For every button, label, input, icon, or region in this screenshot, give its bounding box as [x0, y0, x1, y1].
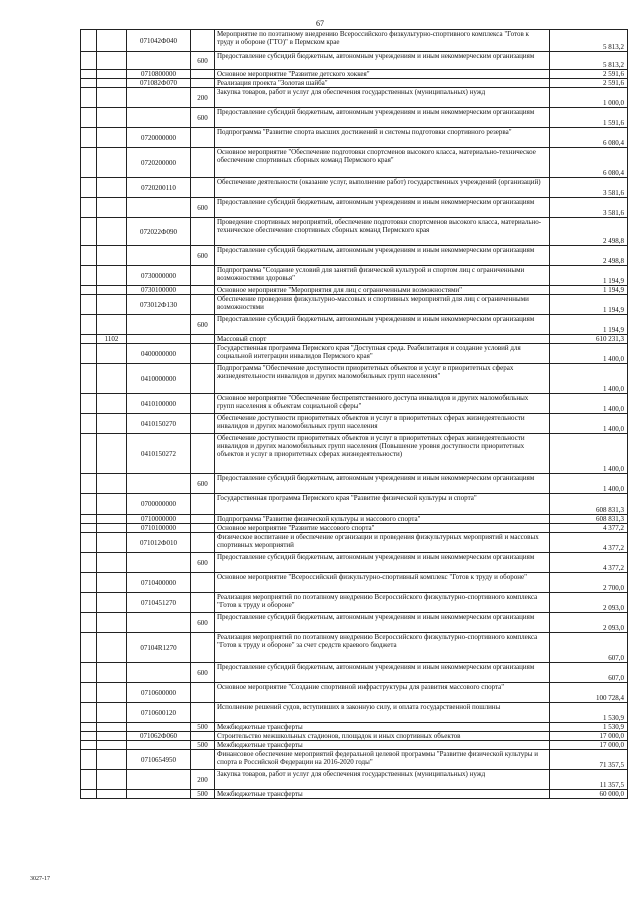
table-row: [81, 553, 628, 573]
table-row: [81, 344, 628, 364]
amount-cell: 610 231,3: [550, 335, 628, 344]
table-row: [81, 218, 628, 246]
amount-cell: 2 700,0: [550, 573, 628, 593]
amount-cell: 2 498,8: [550, 246, 628, 266]
blank-cell: [81, 790, 97, 799]
budget-table: [80, 29, 628, 799]
description-cell: Государственная программа Пермского края "Доступная среда. Реабилитация и создание условий для социальной интеграции инвалидов Пермского края": [215, 344, 550, 364]
expense-type-cell: [191, 703, 215, 723]
amount-cell: 4 377,2: [550, 524, 628, 533]
table-row: [81, 364, 628, 394]
description-cell: Предоставление субсидий бюджетным, автономным учреждениям и иным некоммерческим организациям: [215, 613, 550, 633]
table-row: [81, 79, 628, 88]
amount-cell: 60 000,0: [550, 790, 628, 799]
blank-cell: [81, 178, 97, 198]
amount-cell: 5 813,2: [550, 52, 628, 70]
section-code-cell: [97, 414, 127, 434]
blank-cell: [81, 218, 97, 246]
expense-type-cell: [191, 266, 215, 286]
blank-cell: [81, 266, 97, 286]
table-row: [81, 30, 628, 52]
expense-type-cell: [191, 178, 215, 198]
table-row: [81, 683, 628, 703]
description-cell: Закупка товаров, работ и услуг для обеспечения государственных (муниципальных) нужд: [215, 770, 550, 790]
table-row: [81, 790, 628, 799]
table-row: [81, 266, 628, 286]
target-code-cell: 0730000000: [127, 266, 191, 286]
description-cell: Обеспечение доступности приоритетных объектов и услуг в приоритетных сферах жизнедеятельности инвалидов и других маломобильных групп населения: [215, 414, 550, 434]
description-cell: Основное мероприятие "Развитие массового спорта": [215, 524, 550, 533]
amount-cell: 1 400,0: [550, 344, 628, 364]
table-row: [81, 494, 628, 515]
expense-type-cell: 500: [191, 741, 215, 750]
amount-cell: 6 080,4: [550, 148, 628, 178]
blank-cell: [81, 663, 97, 683]
table-row: [81, 246, 628, 266]
target-code-cell: 072022Ф090: [127, 218, 191, 246]
expense-type-cell: 600: [191, 246, 215, 266]
amount-cell: 6 080,4: [550, 128, 628, 148]
target-code-cell: 0410000000: [127, 364, 191, 394]
description-cell: Основное мероприятие "Обеспечение беспрепятственного доступа инвалидов и других маломобильных групп населения к объектам социальной сферы": [215, 394, 550, 414]
table-row: [81, 663, 628, 683]
amount-cell: 3 581,6: [550, 178, 628, 198]
expense-type-cell: [191, 533, 215, 553]
blank-cell: [81, 414, 97, 434]
blank-cell: [81, 741, 97, 750]
target-code-cell: 0710000000: [127, 515, 191, 524]
amount-cell: 1 591,6: [550, 108, 628, 128]
section-code-cell: [97, 732, 127, 741]
amount-cell: 2 093,0: [550, 593, 628, 613]
amount-cell: 608 831,3: [550, 494, 628, 515]
table-row: [81, 394, 628, 414]
description-cell: Основное мероприятие "Развитие детского хоккея": [215, 70, 550, 79]
target-code-cell: 0730100000: [127, 286, 191, 295]
document-code: 3027-17: [30, 876, 50, 882]
table-row: [81, 723, 628, 732]
table-row: [81, 295, 628, 315]
table-row: [81, 732, 628, 741]
section-code-cell: [97, 533, 127, 553]
expense-type-cell: [191, 434, 215, 474]
target-code-cell: 071012Ф010: [127, 533, 191, 553]
blank-cell: [81, 515, 97, 524]
target-code-cell: [127, 335, 191, 344]
section-code-cell: [97, 315, 127, 335]
section-code-cell: [97, 434, 127, 474]
section-code-cell: [97, 770, 127, 790]
blank-cell: [81, 148, 97, 178]
section-code-cell: [97, 703, 127, 723]
budget-table-body: [81, 30, 628, 799]
expense-type-cell: [191, 364, 215, 394]
expense-type-cell: 600: [191, 474, 215, 494]
section-code-cell: [97, 553, 127, 573]
blank-cell: [81, 770, 97, 790]
blank-cell: [81, 286, 97, 295]
target-code-cell: 0710451270: [127, 593, 191, 613]
amount-cell: 100 728,4: [550, 683, 628, 703]
description-cell: Предоставление субсидий бюджетным, автономным учреждениям и иным некоммерческим организациям: [215, 108, 550, 128]
amount-cell: 71 357,5: [550, 750, 628, 770]
section-code-cell: [97, 88, 127, 108]
blank-cell: [81, 434, 97, 474]
table-row: [81, 108, 628, 128]
blank-cell: [81, 553, 97, 573]
table-row: [81, 88, 628, 108]
blank-cell: [81, 108, 97, 128]
table-row: [81, 515, 628, 524]
expense-type-cell: 600: [191, 198, 215, 218]
amount-cell: 1 194,9: [550, 295, 628, 315]
table-row: [81, 474, 628, 494]
section-code-cell: [97, 344, 127, 364]
description-cell: Реализация мероприятий по поэтапному внедрению Всероссийского физкультурно-спортивного комплекса "Готов к труду и обороне": [215, 593, 550, 613]
table-row: [81, 148, 628, 178]
expense-type-cell: [191, 344, 215, 364]
section-code-cell: [97, 515, 127, 524]
amount-cell: 1 400,0: [550, 414, 628, 434]
blank-cell: [81, 524, 97, 533]
target-code-cell: [127, 88, 191, 108]
section-code-cell: [97, 70, 127, 79]
section-code-cell: [97, 148, 127, 178]
target-code-cell: 071082Ф070: [127, 79, 191, 88]
target-code-cell: 0410100000: [127, 394, 191, 414]
description-cell: Подпрограмма "Создание условий для занятий физической культурой и спортом лиц с ограниченными возможностями здоровья": [215, 266, 550, 286]
section-code-cell: [97, 573, 127, 593]
expense-type-cell: 600: [191, 663, 215, 683]
description-cell: Межбюджетные трансферты: [215, 790, 550, 799]
amount-cell: 607,0: [550, 663, 628, 683]
section-code-cell: [97, 266, 127, 286]
target-code-cell: 0720200000: [127, 148, 191, 178]
target-code-cell: 0720200110: [127, 178, 191, 198]
expense-type-cell: [191, 593, 215, 613]
table-row: [81, 286, 628, 295]
table-row: [81, 178, 628, 198]
target-code-cell: 0710654950: [127, 750, 191, 770]
amount-cell: 2 498,8: [550, 218, 628, 246]
target-code-cell: [127, 723, 191, 732]
amount-cell: 1 400,0: [550, 364, 628, 394]
table-row: [81, 613, 628, 633]
section-code-cell: [97, 79, 127, 88]
section-code-cell: [97, 394, 127, 414]
expense-type-cell: [191, 732, 215, 741]
expense-type-cell: [191, 494, 215, 515]
amount-cell: 4 377,2: [550, 553, 628, 573]
section-code-cell: [97, 295, 127, 315]
table-row: [81, 434, 628, 474]
blank-cell: [81, 52, 97, 70]
section-code-cell: [97, 364, 127, 394]
section-code-cell: [97, 663, 127, 683]
table-row: [81, 633, 628, 663]
target-code-cell: 0710800000: [127, 70, 191, 79]
amount-cell: 1 530,9: [550, 703, 628, 723]
blank-cell: [81, 494, 97, 515]
description-cell: Обеспечение деятельности (оказание услуг, выполнение работ) государственных учреждений (организаций): [215, 178, 550, 198]
section-code-cell: [97, 494, 127, 515]
table-row: [81, 414, 628, 434]
target-code-cell: [127, 108, 191, 128]
section-code-cell: [97, 683, 127, 703]
description-cell: Основное мероприятие "Мероприятия для лиц с ограниченными возможностями": [215, 286, 550, 295]
table-row: [81, 703, 628, 723]
blank-cell: [81, 315, 97, 335]
target-code-cell: [127, 198, 191, 218]
description-cell: Предоставление субсидий бюджетным, автономным учреждениям и иным некоммерческим организациям: [215, 52, 550, 70]
expense-type-cell: [191, 524, 215, 533]
section-code-cell: [97, 52, 127, 70]
section-code-cell: [97, 723, 127, 732]
target-code-cell: [127, 663, 191, 683]
target-code-cell: 0410150270: [127, 414, 191, 434]
amount-cell: 4 377,2: [550, 533, 628, 553]
blank-cell: [81, 79, 97, 88]
table-row: [81, 770, 628, 790]
amount-cell: 11 357,5: [550, 770, 628, 790]
target-code-cell: 0410150272: [127, 434, 191, 474]
amount-cell: 1 000,0: [550, 88, 628, 108]
blank-cell: [81, 474, 97, 494]
table-row: [81, 750, 628, 770]
blank-cell: [81, 335, 97, 344]
expense-type-cell: [191, 414, 215, 434]
expense-type-cell: 600: [191, 315, 215, 335]
expense-type-cell: 600: [191, 108, 215, 128]
amount-cell: 1 400,0: [550, 434, 628, 474]
description-cell: Обеспечение проведения физкультурно-массовых и спортивных мероприятий для лиц с ограниченными возможностями: [215, 295, 550, 315]
table-row: [81, 335, 628, 344]
blank-cell: [81, 703, 97, 723]
expense-type-cell: [191, 128, 215, 148]
table-row: [81, 524, 628, 533]
target-code-cell: 0710100000: [127, 524, 191, 533]
blank-cell: [81, 593, 97, 613]
section-code-cell: [97, 128, 127, 148]
amount-cell: 2 591,6: [550, 79, 628, 88]
description-cell: Предоставление субсидий бюджетным, автономным учреждениям и иным некоммерческим организациям: [215, 474, 550, 494]
section-code-cell: [97, 613, 127, 633]
target-code-cell: [127, 52, 191, 70]
target-code-cell: 0710400000: [127, 573, 191, 593]
expense-type-cell: [191, 79, 215, 88]
description-cell: Основное мероприятие "Всероссийский физкультурно-спортивный комплекс "Готов к труду и обороне": [215, 573, 550, 593]
section-code-cell: [97, 246, 127, 266]
target-code-cell: [127, 770, 191, 790]
section-code-cell: [97, 474, 127, 494]
description-cell: Обеспечение доступности приоритетных объектов и услуг в приоритетных сферах жизнедеятельности инвалидов и других маломобильных групп населения (Повышение уровня доступности приоритетных объектов и услуг в приоритетных сферах жизнедеятельности): [215, 434, 550, 474]
blank-cell: [81, 750, 97, 770]
table-row: [81, 52, 628, 70]
table-row: [81, 573, 628, 593]
expense-type-cell: [191, 573, 215, 593]
section-code-cell: [97, 741, 127, 750]
target-code-cell: [127, 790, 191, 799]
blank-cell: [81, 573, 97, 593]
target-code-cell: 073012Ф130: [127, 295, 191, 315]
expense-type-cell: [191, 633, 215, 663]
blank-cell: [81, 723, 97, 732]
description-cell: Мероприятие по поэтапному внедрению Всероссийского физкультурно-спортивного комплекса "Готов к труду и обороне (ГТО)" в Пермском крае: [215, 30, 550, 52]
table-row: [81, 128, 628, 148]
description-cell: Закупка товаров, работ и услуг для обеспечения государственных (муниципальных) нужд: [215, 88, 550, 108]
target-code-cell: [127, 315, 191, 335]
section-code-cell: [97, 30, 127, 52]
target-code-cell: [127, 474, 191, 494]
description-cell: Предоставление субсидий бюджетным, автономным учреждениям и иным некоммерческим организациям: [215, 315, 550, 335]
amount-cell: 2 591,6: [550, 70, 628, 79]
table-row: [81, 741, 628, 750]
blank-cell: [81, 128, 97, 148]
description-cell: Предоставление субсидий бюджетным, автономным учреждениям и иным некоммерческим организациям: [215, 246, 550, 266]
amount-cell: 1 400,0: [550, 474, 628, 494]
expense-type-cell: 200: [191, 770, 215, 790]
description-cell: Строительство межшкольных стадионов, площадок и иных спортивных объектов: [215, 732, 550, 741]
target-code-cell: 0720000000: [127, 128, 191, 148]
amount-cell: 2 093,0: [550, 613, 628, 633]
section-code-cell: [97, 218, 127, 246]
description-cell: Массовый спорт: [215, 335, 550, 344]
section-code-cell: 1102: [97, 335, 127, 344]
expense-type-cell: 600: [191, 553, 215, 573]
target-code-cell: 071042Ф040: [127, 30, 191, 52]
description-cell: Предоставление субсидий бюджетным, автономным учреждениям и иным некоммерческим организациям: [215, 198, 550, 218]
target-code-cell: [127, 741, 191, 750]
description-cell: Предоставление субсидий бюджетным, автономным учреждениям и иным некоммерческим организациям: [215, 553, 550, 573]
description-cell: Подпрограмма "Развитие физической культуры и массового спорта": [215, 515, 550, 524]
blank-cell: [81, 613, 97, 633]
blank-cell: [81, 246, 97, 266]
blank-cell: [81, 394, 97, 414]
amount-cell: 17 000,0: [550, 732, 628, 741]
table-row: [81, 70, 628, 79]
blank-cell: [81, 198, 97, 218]
section-code-cell: [97, 198, 127, 218]
description-cell: Реализация мероприятий по поэтапному внедрению Всероссийского физкультурно-спортивного комплекса "Готов к труду и обороне" за счет средств краевого бюджета: [215, 633, 550, 663]
target-code-cell: 0700000000: [127, 494, 191, 515]
section-code-cell: [97, 178, 127, 198]
blank-cell: [81, 30, 97, 52]
expense-type-cell: 600: [191, 613, 215, 633]
section-code-cell: [97, 286, 127, 295]
expense-type-cell: 600: [191, 52, 215, 70]
amount-cell: 1 194,9: [550, 286, 628, 295]
target-code-cell: [127, 553, 191, 573]
table-row: [81, 198, 628, 218]
description-cell: Межбюджетные трансферты: [215, 741, 550, 750]
description-cell: Подпрограмма "Развитие спорта высших достижений и системы подготовки спортивного резерва": [215, 128, 550, 148]
target-code-cell: [127, 613, 191, 633]
blank-cell: [81, 683, 97, 703]
description-cell: Проведение спортивных мероприятий, обеспечение подготовки спортсменов высокого класса, материально-техническое обеспечение спортивных сборных команд Пермского края: [215, 218, 550, 246]
expense-type-cell: 500: [191, 790, 215, 799]
expense-type-cell: [191, 394, 215, 414]
amount-cell: 1 194,9: [550, 266, 628, 286]
description-cell: Физическое воспитание и обеспечение организации и проведения физкультурных мероприятий и массовых спортивных мероприятий: [215, 533, 550, 553]
section-code-cell: [97, 750, 127, 770]
blank-cell: [81, 533, 97, 553]
description-cell: Исполнение решений судов, вступивших в законную силу, и оплата государственной пошлины: [215, 703, 550, 723]
description-cell: Реализация проекта "Золотая шайба": [215, 79, 550, 88]
target-code-cell: 0710600000: [127, 683, 191, 703]
expense-type-cell: 500: [191, 723, 215, 732]
blank-cell: [81, 364, 97, 394]
expense-type-cell: [191, 683, 215, 703]
amount-cell: 17 000,0: [550, 741, 628, 750]
expense-type-cell: [191, 30, 215, 52]
target-code-cell: 07104R1270: [127, 633, 191, 663]
description-cell: Финансовое обеспечение мероприятий федеральной целевой программы "Развитие физической культуры и спорта в Российской Федерации на 2016-2020 годы": [215, 750, 550, 770]
expense-type-cell: [191, 70, 215, 79]
section-code-cell: [97, 790, 127, 799]
target-code-cell: 0710600120: [127, 703, 191, 723]
description-cell: Основное мероприятие "Создание спортивной инфраструктуры для развития массового спорта": [215, 683, 550, 703]
expense-type-cell: 200: [191, 88, 215, 108]
blank-cell: [81, 633, 97, 663]
amount-cell: 1 194,9: [550, 315, 628, 335]
expense-type-cell: [191, 515, 215, 524]
section-code-cell: [97, 524, 127, 533]
expense-type-cell: [191, 148, 215, 178]
expense-type-cell: [191, 218, 215, 246]
section-code-cell: [97, 593, 127, 613]
blank-cell: [81, 344, 97, 364]
blank-cell: [81, 732, 97, 741]
blank-cell: [81, 70, 97, 79]
expense-type-cell: [191, 750, 215, 770]
target-code-cell: 071062Ф060: [127, 732, 191, 741]
section-code-cell: [97, 108, 127, 128]
description-cell: Государственная программа Пермского края "Развитие физической культуры и спорта": [215, 494, 550, 515]
amount-cell: 1 400,0: [550, 394, 628, 414]
description-cell: Предоставление субсидий бюджетным, автономным учреждениям и иным некоммерческим организациям: [215, 663, 550, 683]
blank-cell: [81, 295, 97, 315]
amount-cell: 608 831,3: [550, 515, 628, 524]
table-row: [81, 533, 628, 553]
target-code-cell: 0400000000: [127, 344, 191, 364]
page-number: 67: [316, 19, 324, 28]
section-code-cell: [97, 633, 127, 663]
amount-cell: 5 813,2: [550, 30, 628, 52]
amount-cell: 607,0: [550, 633, 628, 663]
amount-cell: 3 581,6: [550, 198, 628, 218]
table-row: [81, 593, 628, 613]
target-code-cell: [127, 246, 191, 266]
description-cell: Основное мероприятие "Обеспечение подготовки спортсменов высокого класса, материально-техническое обеспечение спортивных сборных команд Пермского края": [215, 148, 550, 178]
table-row: [81, 315, 628, 335]
description-cell: Межбюджетные трансферты: [215, 723, 550, 732]
expense-type-cell: [191, 335, 215, 344]
description-cell: Подпрограмма "Обеспечение доступности приоритетных объектов и услуг в приоритетных сферах жизнедеятельности инвалидов и других маломобильных групп населения": [215, 364, 550, 394]
amount-cell: 1 530,9: [550, 723, 628, 732]
expense-type-cell: [191, 295, 215, 315]
expense-type-cell: [191, 286, 215, 295]
blank-cell: [81, 88, 97, 108]
